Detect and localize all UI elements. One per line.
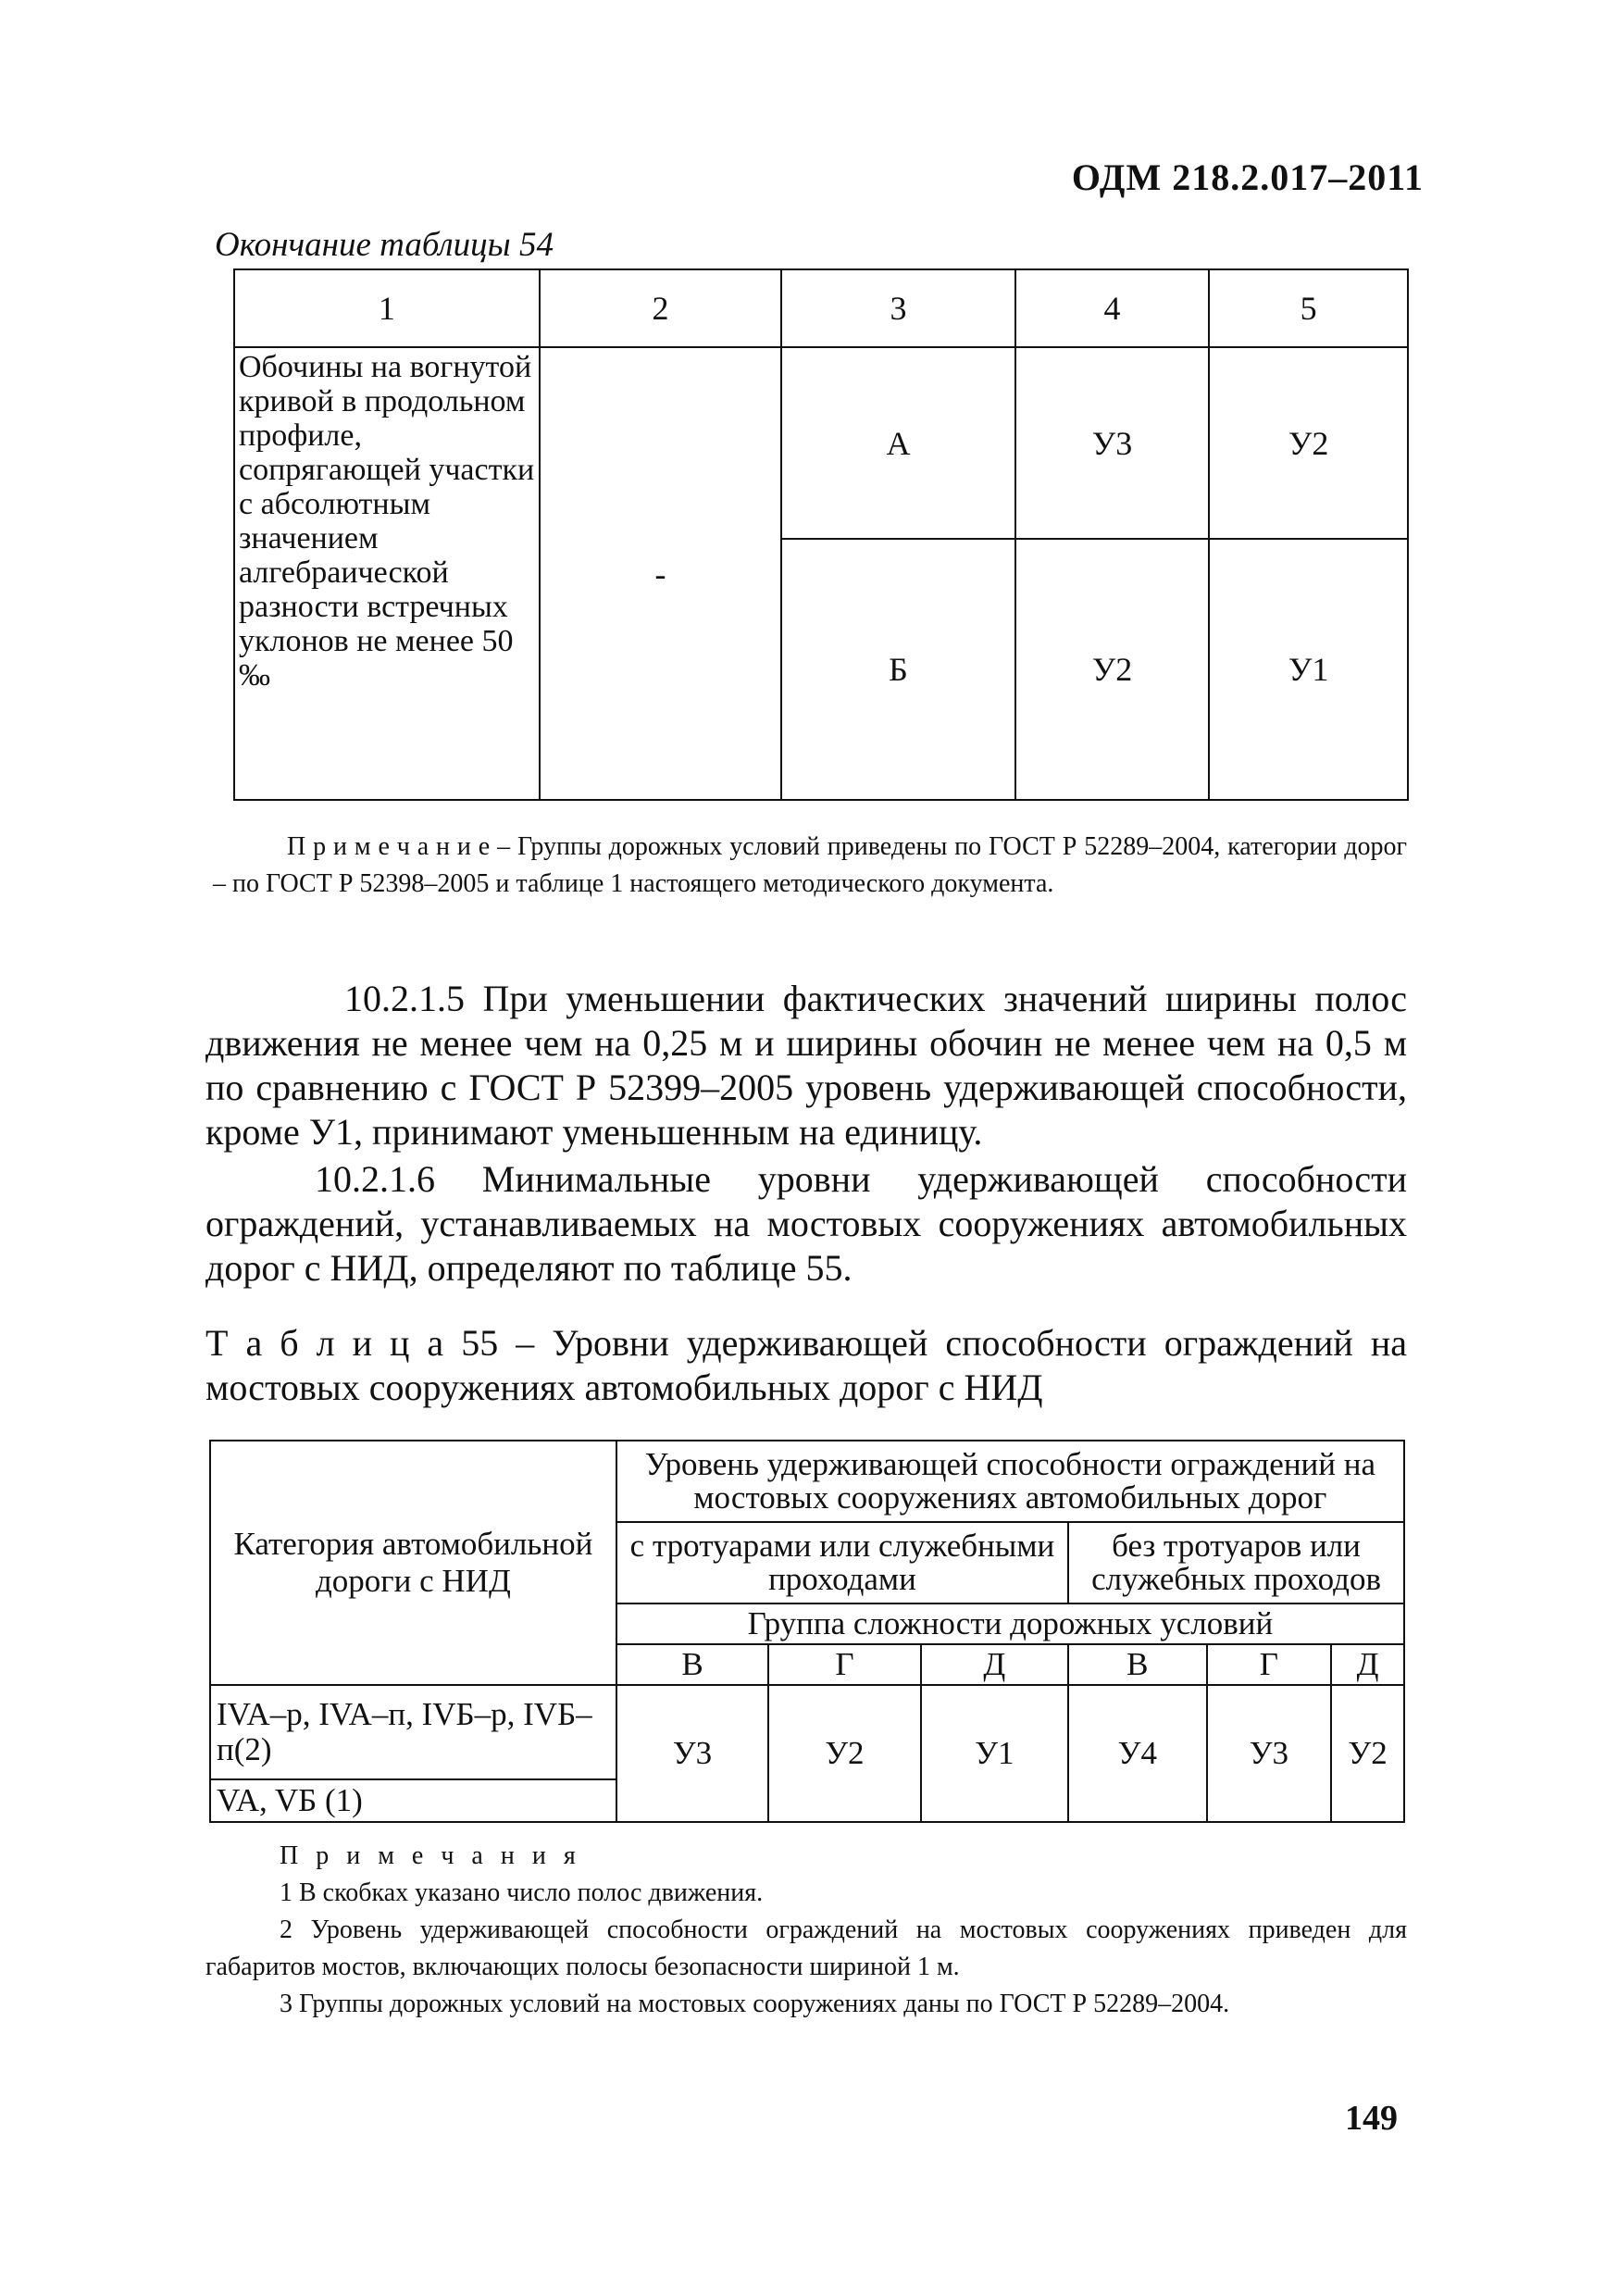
table-55-row-label: VA, VБ (1)	[210, 1779, 616, 1822]
table-54-col-header: 4	[1015, 269, 1210, 347]
table-55-value-cell: У2	[768, 1685, 920, 1822]
table-55-group-cell: Д	[921, 1644, 1068, 1685]
note-label: П р и м е ч а н и е	[287, 832, 491, 861]
table-55-group-cell: В	[616, 1644, 768, 1685]
table-55-caption	[205, 1321, 1407, 1410]
table-55-level-header: Уровень удерживающей способности ограждений на мостовых сооружениях автомобильных дорог	[616, 1441, 1404, 1522]
table-55-group-cell: Г	[1207, 1644, 1332, 1685]
table-55-value-cell: У2	[1331, 1685, 1404, 1822]
table-55-group-cell: В	[1068, 1644, 1206, 1685]
table-54	[233, 268, 1409, 801]
table-55	[209, 1440, 1405, 1823]
document-code: ОДМ 218.2.017–2011	[1071, 156, 1424, 198]
table-55-header-row	[210, 1441, 1404, 1522]
table-55-category-header: Категория автомобильной дороги с НИД	[210, 1441, 616, 1685]
table-54-note	[213, 829, 1407, 903]
table-54-col-header: 1	[234, 269, 540, 347]
table-row	[234, 347, 1408, 539]
table-55-row-label: IVA–р, IVA–п, IVБ–р, IVБ–п(2)	[210, 1685, 616, 1779]
table-54-col-header: 3	[781, 269, 1014, 347]
table-54-col-header: 5	[1209, 269, 1408, 347]
page-number: 149	[1345, 2099, 1398, 2138]
table-55-caption-label: Т а б л и ц а 55	[205, 1322, 499, 1364]
note-text: – Группы дорожных условий приведены по ГОСТ Р 52289–2004, категории дорог – по ГОСТ Р 52398–2005 и таблице 1 настоящего методического документа.	[213, 832, 1407, 898]
table-55-value-cell: У3	[1207, 1685, 1332, 1822]
table-55-without-sidewalks-header: без тротуаров или служебных проходов	[1068, 1522, 1404, 1603]
table-55-group-cell: Д	[1331, 1644, 1404, 1685]
table-55-notes	[205, 1838, 1407, 2023]
note-item: 1 В скобках указано число полос движения.	[280, 1878, 764, 1907]
table-54-value-cell: У3	[1015, 347, 1210, 539]
table-54-value-cell: У1	[1209, 539, 1408, 800]
table-54-col2-cell: -	[540, 347, 781, 800]
table-54-header-row	[234, 269, 1408, 347]
table-54-value-cell: У2	[1015, 539, 1210, 800]
table-55-group-header: Группа сложности дорожных условий	[616, 1603, 1404, 1644]
notes-title: П р и м е ч а н и я	[280, 1841, 581, 1870]
note-item: 3 Группы дорожных условий на мостовых сооружениях даны по ГОСТ Р 52289–2004.	[280, 1990, 1230, 2018]
table-54-group-cell: Б	[781, 539, 1014, 800]
table-55-caption-text: – Уровни удерживающей способности ограждений на мостовых сооружениях автомобильных дорог с НИД	[205, 1322, 1407, 1408]
table-55-value-cell: У4	[1068, 1685, 1206, 1822]
table-54-description-cell: Обочины на вогнутой кривой в продольном профиле, сопрягающей участки с абсолютным значением алгебраической разности встречных уклонов не менее 50 ‰	[234, 347, 540, 800]
table-row	[210, 1685, 1404, 1779]
table-55-value-cell: У3	[616, 1685, 768, 1822]
table-54-caption: Окончание таблицы 54	[215, 226, 554, 264]
paragraph-10-2-1-5: 10.2.1.5 При уменьшении фактических значений ширины полос движения не менее чем на 0,25 м и ширины обочин не менее чем на 0,5 м по сравнению с ГОСТ Р 52399–2005 уровень удерживающей способности, кроме У1, принимают уменьшенным на единицу.	[205, 978, 1407, 1153]
table-54-value-cell: У2	[1209, 347, 1408, 539]
table-55-value-cell: У1	[921, 1685, 1068, 1822]
table-54-col-header: 2	[540, 269, 781, 347]
table-55-group-cell: Г	[768, 1644, 920, 1685]
note-item: 2 Уровень удерживающей способности ограждений на мостовых сооружениях приведен для габаритов мостов, включающих полосы безопасности шириной 1 м.	[205, 1915, 1407, 1981]
table-54-group-cell: А	[781, 347, 1014, 539]
table-55-with-sidewalks-header: с тротуарами или служебными проходами	[616, 1522, 1068, 1603]
paragraph-10-2-1-6: 10.2.1.6 Минимальные уровни удерживающей способности ограждений, устанавливаемых на мостовых сооружениях автомобильных дорог с НИД, определяют по таблице 55.	[205, 1158, 1407, 1289]
